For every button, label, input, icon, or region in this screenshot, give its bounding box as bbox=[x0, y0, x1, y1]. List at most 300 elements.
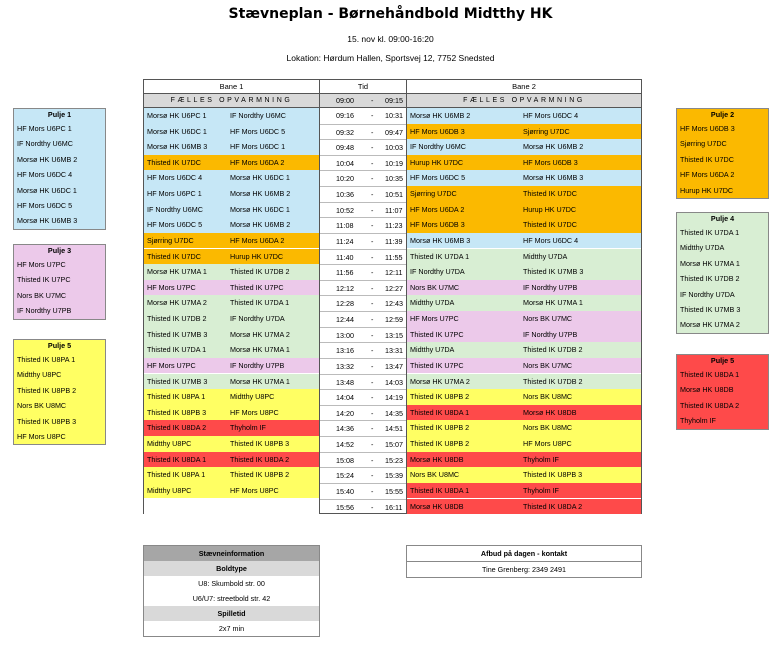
home-team: Morsø HK U8DB bbox=[410, 454, 464, 464]
time-dash: - bbox=[371, 111, 374, 120]
time-slot bbox=[320, 327, 406, 344]
time-slot bbox=[320, 311, 406, 328]
bane2-match-row bbox=[407, 155, 641, 171]
away-team: Thisted IK U8PB 3 bbox=[230, 439, 290, 449]
time-start: 12:12 bbox=[336, 283, 354, 293]
event-info-box bbox=[143, 545, 320, 637]
home-team: Thisted IK U7DA 1 bbox=[147, 345, 207, 355]
home-team: Thisted IK U8PB 3 bbox=[147, 407, 207, 417]
home-team: Thisted IK U8PA 1 bbox=[147, 470, 206, 480]
bane2-match-row bbox=[407, 124, 641, 140]
away-team: Thisted IK U7DC bbox=[523, 189, 577, 199]
pool-team: Morsø HK U6MB 3 bbox=[17, 216, 78, 226]
time-end: 13:47 bbox=[385, 361, 403, 371]
away-team: Thisted IK U7MB 3 bbox=[523, 267, 584, 277]
home-team: HF Mors U7PC bbox=[410, 314, 459, 324]
time-dash: - bbox=[371, 424, 374, 434]
ball-type-u8: U8: Skumbold str. 00 bbox=[198, 579, 265, 588]
time-slot bbox=[320, 483, 406, 500]
time-slot bbox=[320, 186, 406, 203]
time-start: 12:28 bbox=[336, 299, 354, 309]
away-team: Thisted IK U7DC bbox=[523, 220, 577, 230]
away-team: Morsø HK U6MB 2 bbox=[230, 189, 291, 199]
time-slot bbox=[320, 202, 406, 219]
time-start: 11:24 bbox=[336, 236, 354, 246]
bane-2-warmup: FÆLLES OPVARMNING bbox=[407, 94, 641, 108]
time-start: 13:32 bbox=[336, 361, 354, 371]
time-start: 11:08 bbox=[336, 221, 354, 231]
home-team: HF Mors U6DA 2 bbox=[410, 204, 465, 214]
event-location: Lokation: Hørdum Hallen, Sportsvej 12, 7752 Snedsted bbox=[286, 53, 495, 63]
away-team: Morsø HK U8DB bbox=[523, 407, 577, 417]
bane1-match-row bbox=[144, 327, 319, 343]
pool-box bbox=[13, 108, 106, 230]
home-team: Morsø HK U6DC 1 bbox=[147, 126, 207, 136]
home-team: Thisted IK U8DA 2 bbox=[147, 423, 207, 433]
home-team: HF Mors U6DB 3 bbox=[410, 220, 465, 230]
pool-team: HF Mors U6DC 5 bbox=[17, 200, 73, 210]
bane2-match-row bbox=[407, 436, 641, 452]
home-team: Thisted IK U7PC bbox=[410, 360, 464, 370]
away-team: IF Nordthy U7PB bbox=[230, 360, 285, 370]
bane1-match-row bbox=[144, 280, 319, 296]
time-dash: - bbox=[371, 393, 374, 403]
home-team: Thisted IK U8DA 1 bbox=[410, 407, 470, 417]
event-info-header: Stævneinformation bbox=[144, 546, 319, 561]
home-team: Thisted IK U7DC bbox=[147, 157, 201, 167]
home-team: HF Mors U6DC 5 bbox=[410, 173, 466, 183]
time-start: 14:52 bbox=[336, 440, 354, 450]
pool-team: IF Nordthy U6MC bbox=[17, 139, 73, 149]
pool-team: Midtthy U7DA bbox=[680, 243, 725, 253]
home-team: Morsø HK U6PC 1 bbox=[147, 111, 207, 120]
away-team: IF Nordthy U7PB bbox=[523, 282, 578, 292]
home-team: Midtthy U7DA bbox=[410, 298, 455, 308]
bane1-match-row bbox=[144, 233, 319, 249]
pool-team: HF Mors U6DB 3 bbox=[680, 124, 735, 133]
time-dash: - bbox=[371, 455, 374, 465]
time-slot bbox=[320, 217, 406, 234]
bane1-match-row bbox=[144, 342, 319, 358]
time-end: 14:03 bbox=[385, 377, 403, 387]
time-start: 09:48 bbox=[336, 143, 354, 153]
away-team: HF Mors U6DC 4 bbox=[523, 235, 579, 245]
bane1-match-row bbox=[144, 358, 319, 374]
time-end: 15:23 bbox=[385, 455, 403, 465]
warmup-end: 09:15 bbox=[385, 96, 403, 105]
away-team: Hurup HK U7DC bbox=[230, 251, 284, 261]
time-slot bbox=[320, 108, 406, 124]
home-team: Thisted IK U8PB 2 bbox=[410, 439, 470, 449]
time-end: 14:19 bbox=[385, 393, 403, 403]
pool-team: IF Nordthy U7DA bbox=[680, 289, 735, 299]
time-slot bbox=[320, 374, 406, 391]
pool-team: HF Mors U7PC bbox=[17, 260, 66, 269]
away-team: Thyholm IF bbox=[523, 454, 559, 464]
time-end: 11:23 bbox=[385, 221, 403, 231]
time-dash: - bbox=[371, 205, 374, 215]
time-end: 15:39 bbox=[385, 471, 403, 481]
time-start: 09:32 bbox=[336, 127, 354, 137]
away-team: Thisted IK U8PB 2 bbox=[230, 470, 290, 480]
pool-box bbox=[676, 354, 769, 430]
away-team: HF Mors U6DC 1 bbox=[230, 142, 286, 152]
home-team: Morsø HK U7MA 2 bbox=[410, 376, 470, 386]
pool-team: Thisted IK U8DA 1 bbox=[680, 370, 740, 379]
bane1-match-row bbox=[144, 139, 319, 155]
time-warmup: 09:00 - 09:15 bbox=[320, 94, 406, 108]
time-slot bbox=[320, 405, 406, 422]
home-team: HF Mors U7PC bbox=[147, 282, 196, 292]
bane2-match-row bbox=[407, 295, 641, 311]
time-slot bbox=[320, 389, 406, 406]
pool-team: Morsø HK U7MA 2 bbox=[680, 320, 740, 330]
bane1-match-row bbox=[144, 436, 319, 452]
home-team: Thisted IK U8PA 1 bbox=[147, 392, 206, 402]
time-start: 14:20 bbox=[336, 408, 354, 418]
pool-title: Pulje 5 bbox=[47, 341, 72, 350]
time-dash: - bbox=[371, 408, 374, 418]
away-team: Nors BK U7MC bbox=[523, 360, 573, 370]
home-team: Thisted IK U8PB 2 bbox=[410, 392, 470, 402]
bane1-match-row bbox=[144, 217, 319, 233]
home-team: IF Nordthy U6MC bbox=[410, 142, 466, 152]
pool-team: Thisted IK U7MB 3 bbox=[680, 304, 741, 314]
ball-type-u6u7: U6/U7: streetbold str. 42 bbox=[192, 594, 271, 603]
bane2-match-row bbox=[407, 280, 641, 296]
away-team: Morsø HK U7MA 2 bbox=[230, 329, 290, 339]
bane1-match-row bbox=[144, 420, 319, 436]
away-team: Morsø HK U7MA 1 bbox=[523, 298, 583, 308]
away-team: HF Mors U8PC bbox=[523, 439, 572, 449]
home-team: Morsø HK U7MA 2 bbox=[147, 298, 207, 308]
away-team: IF Nordthy U7PB bbox=[523, 329, 578, 339]
time-start: 14:04 bbox=[336, 393, 354, 403]
time-start: 15:08 bbox=[336, 455, 354, 465]
home-team: Nors BK U7MC bbox=[410, 282, 460, 292]
home-team: Thisted IK U7PC bbox=[410, 329, 464, 339]
absence-header: Afbud på dagen - kontakt bbox=[407, 546, 641, 562]
pool-team: IF Nordthy U7PB bbox=[17, 306, 72, 316]
away-team: Nors BK U7MC bbox=[523, 314, 573, 324]
bane2-match-row bbox=[407, 405, 641, 421]
away-team: Thisted IK U7PC bbox=[230, 282, 284, 292]
away-team: Morsø HK U7MA 1 bbox=[230, 345, 290, 355]
time-start: 09:16 bbox=[336, 111, 354, 120]
home-team: Thisted IK U7DC bbox=[147, 251, 201, 261]
away-team: Thyholm IF bbox=[230, 423, 266, 433]
bane1-match-row bbox=[144, 202, 319, 218]
time-slot bbox=[320, 342, 406, 359]
away-team: Midtthy U7DA bbox=[523, 251, 568, 261]
pool-box bbox=[13, 244, 106, 320]
bane2-match-row bbox=[407, 327, 641, 343]
time-dash: - bbox=[371, 143, 374, 153]
time-slot bbox=[320, 420, 406, 437]
time-slot bbox=[320, 452, 406, 469]
time-dash: - bbox=[371, 440, 374, 450]
time-dash: - bbox=[371, 268, 374, 278]
pool-team: Thisted IK U8PB 2 bbox=[17, 385, 77, 395]
away-team: Thisted IK U7DB 2 bbox=[523, 376, 583, 386]
time-slot bbox=[320, 499, 406, 516]
away-team: Midtthy U8PC bbox=[230, 392, 275, 402]
bane2-match-row bbox=[407, 170, 641, 186]
pool-team: Sjørring U7DC bbox=[680, 139, 727, 149]
pool-title: Pulje 4 bbox=[710, 214, 735, 223]
time-dash: - bbox=[371, 346, 374, 356]
away-team: HF Mors U8PC bbox=[230, 407, 279, 417]
time-end: 11:07 bbox=[385, 205, 403, 215]
bane1-match-row bbox=[144, 170, 319, 186]
home-team: Thisted IK U8DA 1 bbox=[147, 454, 207, 464]
time-end: 10:35 bbox=[385, 174, 403, 184]
bane2-match-row bbox=[407, 108, 641, 124]
time-start: 11:40 bbox=[336, 252, 354, 262]
time-dash: - bbox=[371, 127, 374, 137]
away-team: Thyholm IF bbox=[523, 485, 559, 495]
time-slot bbox=[320, 295, 406, 312]
time-dash: - bbox=[371, 252, 374, 262]
bane1-match-row bbox=[144, 186, 319, 202]
time-slot bbox=[320, 139, 406, 156]
away-team: Nors BK U8MC bbox=[523, 423, 573, 433]
time-start: 13:48 bbox=[336, 377, 354, 387]
pool-title: Pulje 5 bbox=[710, 356, 735, 365]
time-end: 11:39 bbox=[385, 236, 403, 246]
time-start: 10:52 bbox=[336, 205, 354, 215]
home-team: Thisted IK U8PB 2 bbox=[410, 423, 470, 433]
time-slot bbox=[320, 467, 406, 484]
bane-1-header: Bane 1 bbox=[144, 80, 319, 94]
absence-box bbox=[406, 545, 642, 578]
pool-team: Morsø HK U8DB bbox=[680, 385, 734, 395]
warmup-start: 09:00 bbox=[336, 96, 354, 105]
event-date: 15. nov kl. 09:00-16:20 bbox=[347, 34, 434, 44]
time-start: 14:36 bbox=[336, 424, 354, 434]
home-team: Thisted IK U7MB 3 bbox=[147, 329, 208, 339]
pool-team: Thisted IK U8DA 2 bbox=[680, 400, 740, 410]
away-team: HF Mors U6DA 2 bbox=[230, 157, 285, 167]
bane2-match-row bbox=[407, 139, 641, 155]
pool-team: Thisted IK U7DC bbox=[680, 154, 734, 164]
away-team: HF Mors U6DC 4 bbox=[523, 111, 579, 120]
away-team: Nors BK U8MC bbox=[523, 392, 573, 402]
pool-team: Thisted IK U8PB 3 bbox=[17, 416, 77, 426]
home-team: HF Mors U6PC 1 bbox=[147, 189, 202, 199]
away-team: IF Nordthy U6MC bbox=[230, 111, 286, 120]
bane-1-warmup: FÆLLES OPVARMNING bbox=[144, 94, 319, 108]
home-team: Sjørring U7DC bbox=[410, 189, 457, 199]
pool-team: Thisted IK U8PA 1 bbox=[17, 355, 76, 364]
time-slot bbox=[320, 280, 406, 297]
away-team: Thisted IK U8DA 2 bbox=[230, 454, 290, 464]
away-team: Thisted IK U8PB 3 bbox=[523, 470, 583, 480]
bane2-match-row bbox=[407, 264, 641, 280]
pool-team: Morsø HK U6DC 1 bbox=[17, 185, 77, 195]
time-end: 13:15 bbox=[385, 330, 403, 340]
bane1-match-row bbox=[144, 108, 319, 124]
bane2-match-row bbox=[407, 389, 641, 405]
home-team: IF Nordthy U6MC bbox=[147, 204, 203, 214]
time-end: 14:51 bbox=[385, 424, 403, 434]
time-end: 10:03 bbox=[385, 143, 403, 153]
time-dash: - bbox=[371, 299, 374, 309]
bane2-match-row bbox=[407, 342, 641, 358]
pool-box bbox=[13, 339, 106, 445]
home-team: Midtthy U8PC bbox=[147, 485, 192, 495]
time-header: Tid bbox=[320, 80, 406, 94]
away-team: Morsø HK U6DC 1 bbox=[230, 173, 290, 183]
pool-team: Nors BK U7MC bbox=[17, 290, 67, 300]
pool-title: Pulje 2 bbox=[710, 110, 735, 119]
bane2-match-row bbox=[407, 499, 641, 515]
time-dash: - bbox=[371, 330, 374, 340]
time-start: 11:56 bbox=[336, 268, 354, 278]
away-team: HF Mors U6DB 3 bbox=[523, 157, 578, 167]
away-team: HF Mors U6DC 5 bbox=[230, 126, 286, 136]
away-team: HF Mors U6DA 2 bbox=[230, 235, 285, 245]
time-dash: - bbox=[371, 158, 374, 168]
time-start: 10:20 bbox=[336, 174, 354, 184]
pool-box bbox=[676, 108, 769, 199]
time-dash: - bbox=[371, 315, 374, 325]
pool-title: Pulje 3 bbox=[47, 246, 72, 255]
schedule-time-column bbox=[319, 79, 407, 514]
away-team: Thisted IK U7DA 1 bbox=[230, 298, 290, 308]
page-title: Stævneplan - Børnehåndbold Midtthy HK bbox=[228, 6, 553, 22]
time-end: 12:11 bbox=[385, 268, 403, 278]
home-team: Hurup HK U7DC bbox=[410, 157, 464, 167]
home-team: HF Mors U6DC 5 bbox=[147, 220, 203, 230]
home-team: Midtthy U7DA bbox=[410, 345, 455, 355]
time-dash: - bbox=[371, 486, 374, 496]
absence-contact: Tine Grenberg: 2349 2491 bbox=[481, 565, 567, 574]
time-end: 12:27 bbox=[385, 283, 403, 293]
time-dash: - bbox=[371, 283, 374, 293]
home-team: Morsø HK U7MA 1 bbox=[147, 267, 207, 277]
away-team: IF Nordthy U7DA bbox=[230, 314, 285, 324]
away-team: Morsø HK U6MB 2 bbox=[230, 220, 291, 230]
bane2-match-row bbox=[407, 233, 641, 249]
home-team: Thisted IK U7DA 1 bbox=[410, 251, 470, 261]
time-dash: - bbox=[371, 502, 374, 512]
schedule-bane-2 bbox=[406, 79, 642, 514]
bane1-match-row bbox=[144, 483, 319, 499]
away-team: Thisted IK U8DA 2 bbox=[523, 501, 583, 511]
pool-team: Thisted IK U7DA 1 bbox=[680, 228, 740, 237]
bane1-match-row bbox=[144, 467, 319, 483]
pool-team: Nors BK U8MC bbox=[17, 401, 67, 411]
pool-title: Pulje 1 bbox=[47, 110, 72, 119]
time-end: 14:35 bbox=[385, 408, 403, 418]
away-team: Morsø HK U6DC 1 bbox=[230, 204, 290, 214]
home-team: Thisted IK U7DB 2 bbox=[147, 314, 207, 324]
pool-team: HF Mors U6PC 1 bbox=[17, 124, 72, 133]
time-slot bbox=[320, 358, 406, 375]
time-dash: - bbox=[371, 190, 374, 200]
bane2-match-row bbox=[407, 467, 641, 483]
time-end: 10:31 bbox=[385, 111, 403, 120]
time-start: 13:16 bbox=[336, 346, 354, 356]
home-team: Morsø HK U6MB 3 bbox=[410, 235, 471, 245]
time-dash: - bbox=[371, 174, 374, 184]
away-team: Morsø HK U6MB 3 bbox=[523, 173, 584, 183]
time-end: 09:47 bbox=[385, 127, 403, 137]
time-slot bbox=[320, 124, 406, 141]
time-start: 10:36 bbox=[336, 190, 354, 200]
home-team: Midtthy U8PC bbox=[147, 439, 192, 449]
pool-box bbox=[676, 212, 769, 334]
time-end: 12:59 bbox=[385, 315, 403, 325]
home-team: Morsø HK U6MB 2 bbox=[410, 111, 471, 120]
pool-team: Hurup HK U7DC bbox=[680, 185, 734, 195]
bane1-match-row bbox=[144, 155, 319, 171]
bane1-match-row bbox=[144, 311, 319, 327]
time-start: 15:24 bbox=[336, 471, 354, 481]
bane1-match-row bbox=[144, 295, 319, 311]
away-team: Thisted IK U7DB 2 bbox=[230, 267, 290, 277]
home-team: HF Mors U6DB 3 bbox=[410, 126, 465, 136]
bane1-match-row bbox=[144, 499, 319, 515]
bane2-match-row bbox=[407, 202, 641, 218]
time-end: 16:11 bbox=[385, 502, 403, 512]
time-start: 15:40 bbox=[336, 486, 354, 496]
away-team: HF Mors U8PC bbox=[230, 485, 279, 495]
time-slot bbox=[320, 264, 406, 281]
time-slot bbox=[320, 233, 406, 250]
ball-type-label: Boldtype bbox=[144, 561, 319, 576]
pool-team: HF Mors U6DC 4 bbox=[17, 170, 73, 180]
bane1-match-row bbox=[144, 452, 319, 468]
away-team: Morsø HK U7MA 1 bbox=[230, 376, 290, 386]
pool-team: Thisted IK U7PC bbox=[17, 275, 71, 285]
play-time-value: 2x7 min bbox=[218, 624, 245, 633]
home-team: Thisted IK U7MB 3 bbox=[147, 376, 208, 386]
bane1-match-row bbox=[144, 374, 319, 390]
time-end: 11:55 bbox=[385, 252, 403, 262]
away-team: Morsø HK U6MB 2 bbox=[523, 142, 584, 152]
bane2-match-row bbox=[407, 358, 641, 374]
bane2-match-row bbox=[407, 311, 641, 327]
time-end: 10:19 bbox=[385, 158, 403, 168]
time-start: 12:44 bbox=[336, 315, 354, 325]
pool-team: Morsø HK U7MA 1 bbox=[680, 258, 740, 268]
bane1-match-row bbox=[144, 124, 319, 140]
time-end: 15:07 bbox=[385, 440, 403, 450]
time-start: 15:56 bbox=[336, 502, 354, 512]
time-dash: - bbox=[371, 361, 374, 371]
bane2-match-row bbox=[407, 186, 641, 202]
home-team: Nors BK U8MC bbox=[410, 470, 460, 480]
time-dash: - bbox=[371, 221, 374, 231]
bane1-match-row bbox=[144, 264, 319, 280]
away-team: Sjørring U7DC bbox=[523, 126, 570, 136]
time-slot bbox=[320, 249, 406, 266]
time-dash: - bbox=[371, 236, 374, 246]
schedule-bane-1 bbox=[143, 79, 320, 514]
pool-team: Morsø HK U6MB 2 bbox=[17, 154, 78, 164]
home-team: Morsø HK U8DB bbox=[410, 501, 464, 511]
bane2-match-row bbox=[407, 249, 641, 265]
time-end: 12:43 bbox=[385, 299, 403, 309]
bane2-match-row bbox=[407, 483, 641, 499]
home-team: Morsø HK U6MB 3 bbox=[147, 142, 208, 152]
time-end: 10:51 bbox=[385, 190, 403, 200]
play-time-label: Spilletid bbox=[144, 606, 319, 621]
home-team: HF Mors U7PC bbox=[147, 360, 196, 370]
bane1-match-row bbox=[144, 405, 319, 421]
